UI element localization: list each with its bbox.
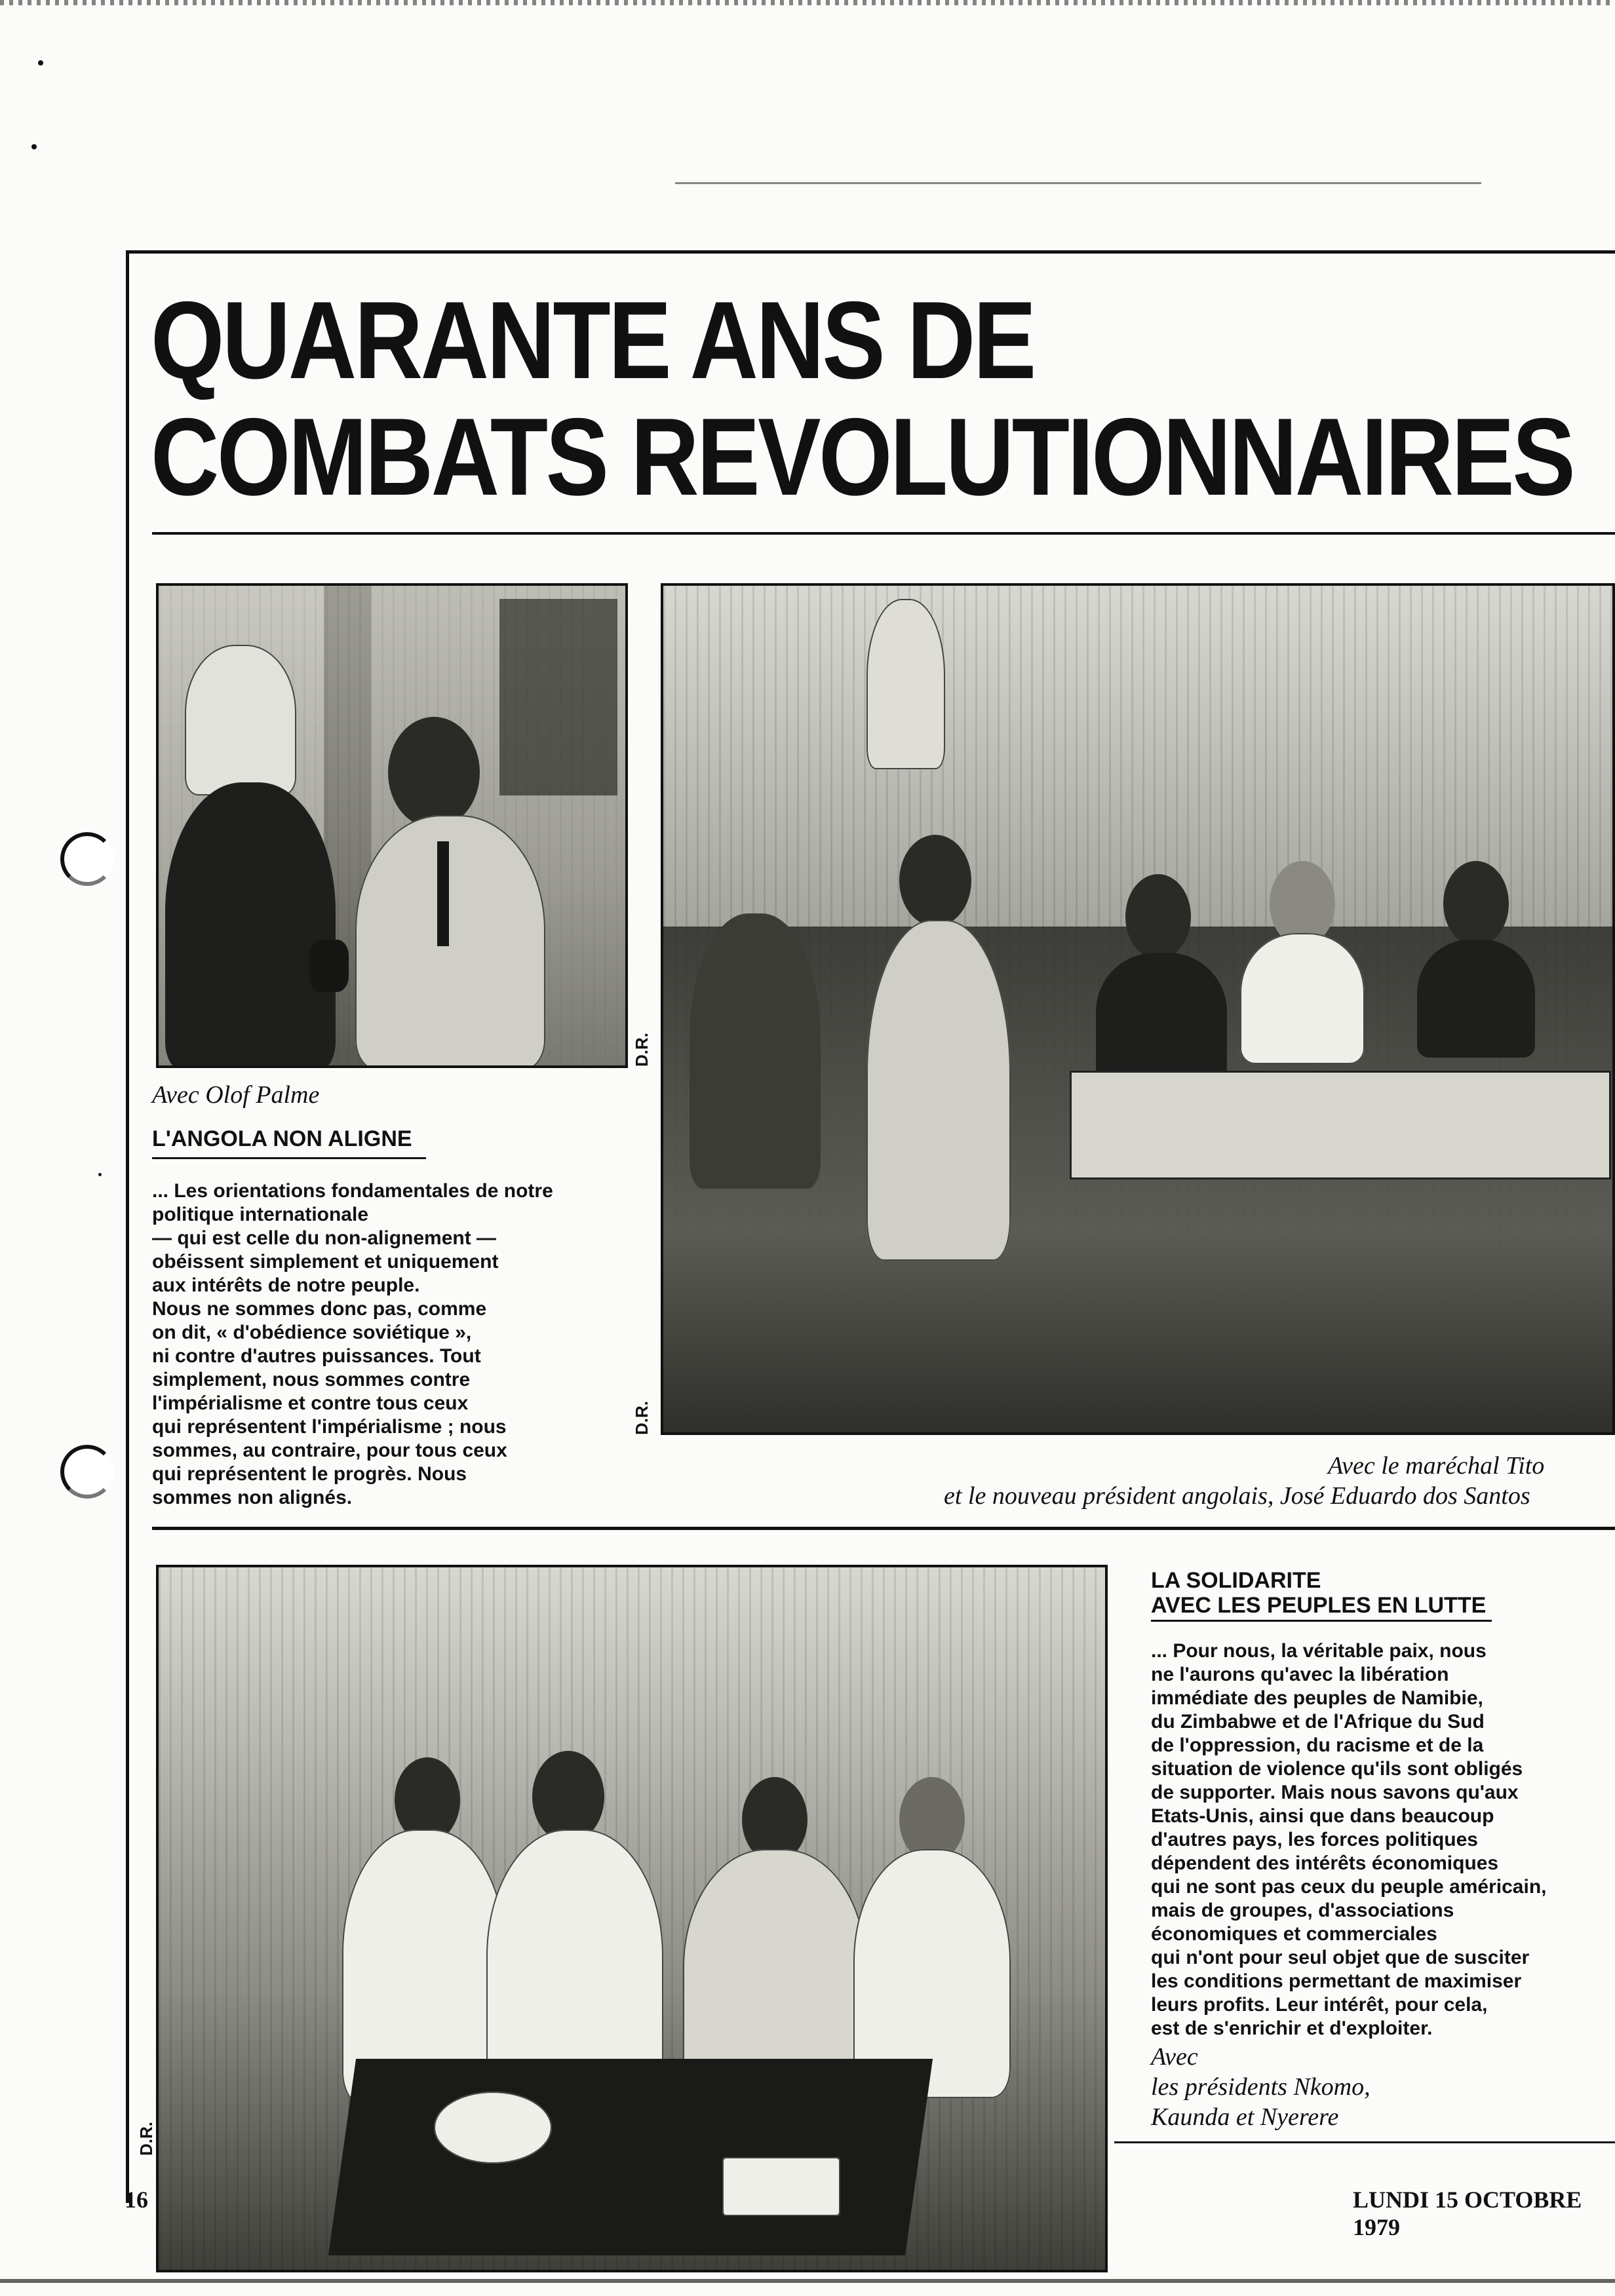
subhead-angola-non-aligne: L'ANGOLA NON ALIGNE	[152, 1126, 412, 1151]
page-number: 16	[125, 2187, 148, 2213]
scan-speck	[98, 1173, 102, 1176]
caption-tito-line-2: et le nouveau président angolais, José Eduardo dos Santos	[944, 1482, 1530, 1510]
frame-top-rule	[126, 250, 1615, 254]
photo-credit: D.R.	[632, 1401, 652, 1435]
scan-speck	[38, 60, 43, 66]
caption-presidents-line-1: Avec	[1151, 2043, 1198, 2071]
scan-edge-bottom	[0, 2279, 1615, 2283]
photo-olof-palme	[156, 583, 628, 1068]
binder-hole	[60, 1445, 114, 1499]
binder-hole	[60, 832, 114, 886]
frame-left-rule	[126, 250, 129, 2203]
headline-line-2: COMBATS REVOLUTIONNAIRES	[151, 395, 1574, 518]
caption-tito-line-1: Avec le maréchal Tito	[1328, 1452, 1545, 1480]
scan-speck	[31, 144, 37, 149]
footer-rule	[1114, 2141, 1615, 2143]
caption-presidents-line-2: les présidents Nkomo,	[1151, 2073, 1371, 2101]
photo-credit: D.R.	[136, 2122, 156, 2156]
photo-presidents	[156, 1565, 1108, 2272]
scan-edge-top	[0, 0, 1615, 5]
subhead-solidarite-line-1: LA SOLIDARITE	[1151, 1568, 1321, 1593]
headline-underline	[152, 532, 1615, 535]
headline-line-1: QUARANTE ANS DE	[151, 278, 1034, 402]
photo-marechal-tito	[661, 583, 1615, 1435]
article-text-non-alignment: ... Les orientations fondamentales de notre politique internationale — qui est celle du non-alignement — obéissent simplement et uniquement aux intérêts de notre peuple. Nous ne sommes donc pas, comme on dit, « d'obédience soviétique », ni contre d'autres puissances. Tout simplement, nous sommes contre l'impérialisme et contre tous ceux qui représentent l'impérialisme ; nous sommes, au contraire, pour tous ceux qui représentent le progrès. Nous sommes non alignés.	[152, 1180, 553, 1508]
caption-olof-palme: Avec Olof Palme	[152, 1081, 320, 1109]
issue-date: LUNDI 15 OCTOBRE 1979	[1353, 2187, 1582, 2240]
photo-credit: D.R.	[632, 1033, 652, 1067]
caption-presidents-line-3: Kaunda et Nyerere	[1151, 2103, 1339, 2131]
section-divider	[152, 1527, 1615, 1530]
scan-line	[675, 182, 1481, 184]
article-text-solidarity: ... Pour nous, la véritable paix, nous ne l'aurons qu'avec la libération immédiate des peuples de Namibie, du Zimbabwe et de l'Afrique du Sud de l'oppression, du racisme et de la situation de violence qu'ils sont obligés de supporter. Mais nous savons qu'aux Etats-Unis, ainsi que dans beaucoup d'autres pays, les forces politiques dépendent des intérêts économiques qui ne sont pas ceux du peuple américain, mais de groupes, d'associations économiques et commerciales qui n'ont pour seul objet que de susciter les conditions permettant de maximiser leurs profits. Leur intérêt, pour cela, est de s'enrichir et d'exploiter.	[1151, 1640, 1547, 2039]
subhead-solidarite-line-2: AVEC LES PEUPLES EN LUTTE	[1151, 1593, 1487, 1618]
subhead-underline	[1151, 1620, 1492, 1622]
subhead-underline	[152, 1157, 426, 1159]
headline	[151, 278, 1574, 518]
